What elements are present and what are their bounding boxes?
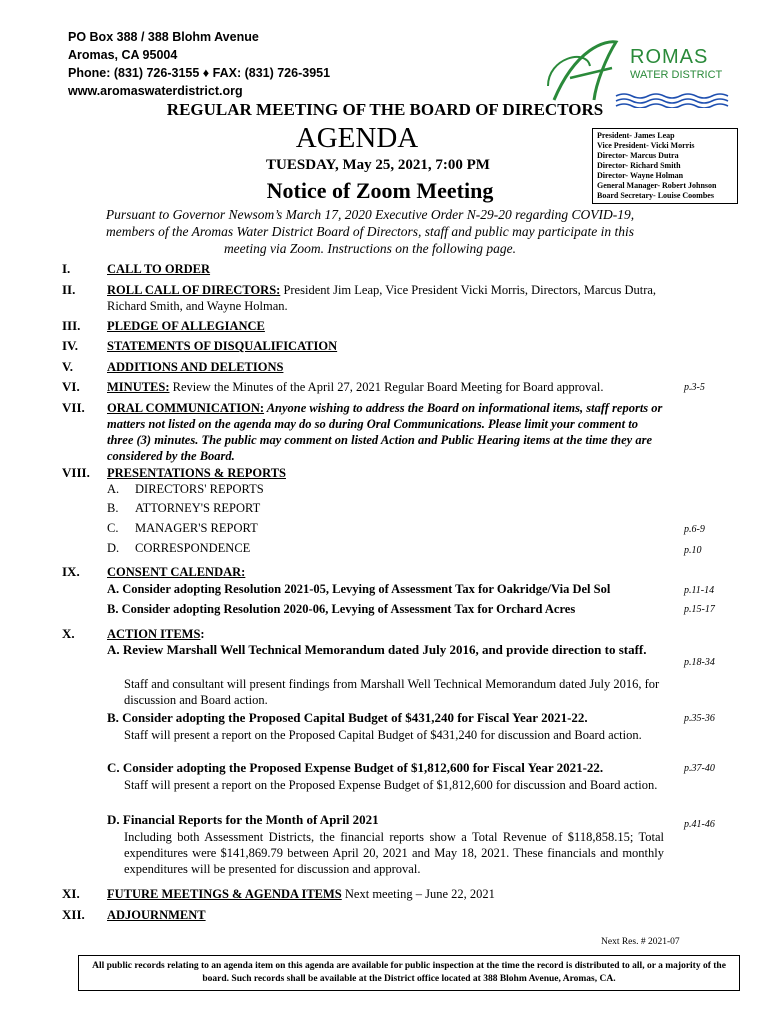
executive-order-notice: Pursuant to Governor Newsom’s March 17, 2020 Executive Order N-29-20 regarding COVID-19, members of the Aromas Water District Board of Directors, staff and public may participate in this meeting via Zoom. Instructions on the following page. <box>105 207 635 256</box>
address-line: Aromas, CA 95004 <box>68 48 178 62</box>
item-title: STATEMENTS OF DISQUALIFICATION <box>107 339 338 353</box>
item-title: PRESENTATIONS & REPORTS <box>107 466 286 480</box>
item-number: V. <box>62 359 73 374</box>
board-member: Director- Richard Smith <box>597 161 681 170</box>
item-title: PLEDGE OF ALLEGIANCE <box>107 319 265 333</box>
board-member: Director- Wayne Holman <box>597 171 684 180</box>
public-records-notice: All public records relating to an agenda item on this agenda are available for public inspection at the time the record is distributed to all, or a majority of the board. Such records shall be available at the District office located at 388 Blohm Avenue, Aromas, CA. <box>78 955 740 991</box>
agenda-item-disqualification <box>107 338 665 354</box>
item-text: Next meeting – June 22, 2021 <box>341 887 495 901</box>
item-title: MINUTES: <box>107 380 170 394</box>
board-member: President- James Leap <box>597 131 675 140</box>
agenda-item-oral-communication <box>107 400 665 464</box>
address-line: www.aromaswaterdistrict.org <box>68 84 243 98</box>
item-number: IV. <box>62 338 79 353</box>
item-number: VI. <box>62 379 80 394</box>
agenda-item-adjournment <box>107 907 665 923</box>
agenda-item-action-items: ACTION ITEMS: <box>107 627 205 641</box>
next-resolution-number: Next Res. # 2021-07 <box>601 937 680 947</box>
logo-text: ROMAS <box>630 46 709 68</box>
sub-letter: C. <box>107 521 119 535</box>
item-number: III. <box>62 318 81 333</box>
item-number: II. <box>62 282 76 297</box>
page-ref: p.41-46 <box>684 819 715 830</box>
page-ref: p.35-36 <box>684 713 715 724</box>
board-member: General Manager- Robert Johnson <box>597 181 717 190</box>
report-item <box>107 541 250 556</box>
action-item-b-title: B. Consider adopting the Proposed Capital Budget of $431,240 for Fiscal Year 2021-22. <box>107 710 588 725</box>
agenda-item-pledge <box>107 318 665 334</box>
agenda-item-future-meetings <box>107 886 665 902</box>
meeting-date: TUESDAY, May 25, 2021, 7:00 PM <box>266 157 490 173</box>
agenda-item-presentations <box>107 465 665 481</box>
page-ref: p.15-17 <box>684 604 715 615</box>
board-member: Vice President- Vicki Morris <box>597 141 695 150</box>
agenda-item-roll-call <box>107 282 665 314</box>
agenda-item-consent-calendar <box>107 564 665 580</box>
item-title: CALL TO ORDER <box>107 262 211 276</box>
board-members-box <box>592 128 738 204</box>
agenda-item-call-to-order <box>107 261 665 277</box>
board-member: Director- Marcus Dutra <box>597 151 679 160</box>
item-number: VII. <box>62 400 85 415</box>
sub-text: ATTORNEY'S REPORT <box>135 501 261 515</box>
item-title: CONSENT CALENDAR: <box>107 565 246 579</box>
item-text: Review the Minutes of the April 27, 2021 Regular Board Meeting for Board approval. <box>169 380 604 394</box>
item-title: ORAL COMMUNICATION: <box>107 401 265 415</box>
item-number: IX. <box>62 564 80 579</box>
item-number: XI. <box>62 886 80 901</box>
item-title: ACTION ITEMS <box>107 627 201 641</box>
agenda-title: AGENDA <box>295 122 419 154</box>
item-title: FUTURE MEETINGS & AGENDA ITEMS <box>107 887 342 901</box>
page-ref: p.37-40 <box>684 763 715 774</box>
sub-text: MANAGER'S REPORT <box>135 521 258 535</box>
sub-text: DIRECTORS' REPORTS <box>135 482 264 496</box>
agenda-item-minutes <box>107 379 665 395</box>
sub-letter: A. <box>107 482 120 496</box>
board-member: Board Secretary- Louise Coombes <box>597 191 714 200</box>
sub-letter: D. <box>107 541 120 555</box>
report-item <box>107 501 260 516</box>
consent-item-b: B. Consider adopting Resolution 2020-06, Levying of Assessment Tax for Orchard Acres <box>107 602 576 616</box>
action-item-d-title: D. Financial Reports for the Month of April 2021 <box>107 812 379 827</box>
page-ref: p.3-5 <box>684 382 705 393</box>
action-item-b-text: Staff will present a report on the Proposed Capital Budget of $431,240 for discussion and Board action. <box>124 728 642 742</box>
report-item <box>107 521 258 536</box>
meeting-heading: REGULAR MEETING OF THE BOARD OF DIRECTORS <box>166 100 604 119</box>
page-ref: p.10 <box>684 545 702 556</box>
report-item <box>107 482 264 497</box>
item-title: ADDITIONS AND DELETIONS <box>107 360 284 374</box>
sub-text: CORRESPONDENCE <box>135 541 251 555</box>
page-ref: p.18-34 <box>684 657 715 668</box>
page-ref: p.6-9 <box>684 524 705 535</box>
action-item-a-text: Staff and consultant will present findings from Marshall Well Technical Memorandum dated July 2016, for discussion and Board action. <box>124 677 660 707</box>
aromas-logo <box>546 38 736 108</box>
zoom-notice-title: Notice of Zoom Meeting <box>266 178 494 203</box>
address-line: PO Box 388 / 388 Blohm Avenue <box>68 30 259 44</box>
item-number: I. <box>62 261 71 276</box>
item-title: ADJOURNMENT <box>107 908 206 922</box>
item-text: Anyone wishing to address the Board on informational items, staff reports or matters not listed on the agenda may do so during Oral Communications. Please limit your comment to three (3) minutes. The public may comment on listed Action and Public Hearing items at the time they are considered by the Board. <box>107 401 663 463</box>
agenda-item-additions <box>107 359 665 375</box>
address-line: Phone: (831) 726-3155 ♦ FAX: (831) 726-3951 <box>68 66 331 80</box>
item-number: X. <box>62 626 75 641</box>
page-ref: p.11-14 <box>684 585 715 596</box>
district-address <box>68 28 330 100</box>
item-number: XII. <box>62 907 85 922</box>
action-item-d-text: Including both Assessment Districts, the financial reports show a Total Revenue of $118,858.15; Total expenditures were $141,869.79 between April 20, 2021 and May 18, 2021. These financials and monthly expenditures will be presented for discussion and approval. <box>124 830 664 876</box>
action-item-c-title: C. Consider adopting the Proposed Expense Budget of $1,812,600 for Fiscal Year 2021-22. <box>107 760 604 775</box>
item-title: ROLL CALL OF DIRECTORS: <box>107 283 281 297</box>
action-item-a-title: A. Review Marshall Well Technical Memorandum dated July 2016, and provide direction to staff. <box>107 642 647 657</box>
logo-subtext: WATER DISTRICT <box>630 69 723 81</box>
consent-item-a: A. Consider adopting Resolution 2021-05, Levying of Assessment Tax for Oakridge/Via Del Sol <box>107 582 611 596</box>
sub-letter: B. <box>107 501 119 515</box>
item-text: President Jim Leap, Vice President Vicki Morris, Directors, Marcus Dutra, Richard Smith, and Wayne Holman. <box>107 283 657 313</box>
action-item-c-text: Staff will present a report on the Proposed Expense Budget of $1,812,600 for discussion and Board action. <box>124 778 658 792</box>
item-number: VIII. <box>62 465 90 480</box>
